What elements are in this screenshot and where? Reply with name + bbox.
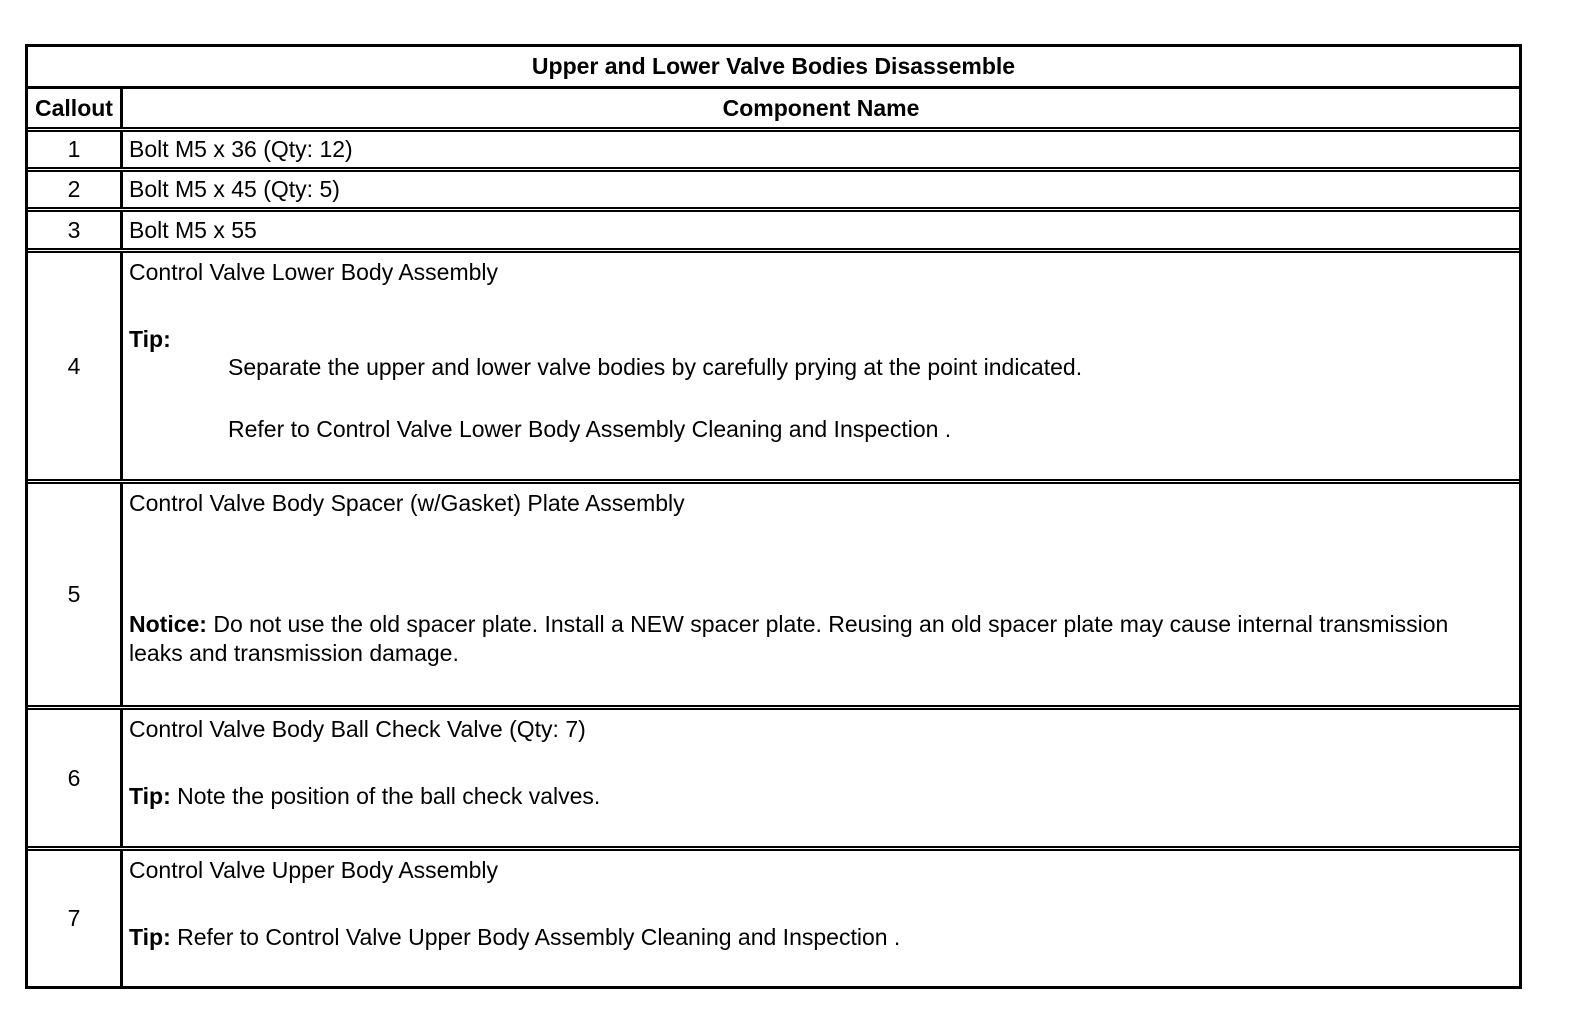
notice-text: Do not use the old spacer plate. Install a NEW spacer plate. Reusing an old spacer plate may cause internal transmission leaks and transmission damage. [129, 611, 1449, 666]
tip-text: Note the position of the ball check valves. [177, 783, 601, 809]
table-title: Upper and Lower Valve Bodies Disassemble [531, 53, 1016, 79]
callout-number: 3 [28, 212, 123, 248]
callout-number: 6 [28, 710, 123, 846]
callout-number: 1 [28, 132, 123, 167]
component-name: Bolt M5 x 55 [129, 216, 257, 243]
component-name: Control Valve Body Ball Check Valve (Qty: 7) [129, 716, 586, 742]
tip-label: Tip: [129, 326, 171, 352]
callout-column-header: Callout [28, 89, 123, 127]
tip-block [129, 923, 900, 951]
tip-reference: Refer to Control Valve Lower Body Assembly Cleaning and Inspection . [228, 416, 952, 442]
table-row [28, 167, 1519, 207]
component-name: Control Valve Upper Body Assembly [129, 857, 499, 883]
component-details [123, 710, 1519, 846]
callout-number: 4 [28, 253, 123, 479]
component-name: Bolt M5 x 36 (Qty: 12) [129, 136, 353, 162]
table-row [28, 248, 1519, 479]
callout-number: 5 [28, 484, 123, 705]
table-row [28, 846, 1519, 986]
tip-label: Tip: [129, 924, 171, 950]
callout-number: 2 [28, 172, 123, 207]
component-details [123, 851, 1519, 986]
tip-block [129, 782, 600, 810]
component-details [123, 484, 1519, 705]
table-row [28, 479, 1519, 705]
table-row [28, 127, 1519, 167]
notice-block [129, 610, 1499, 668]
notice-label: Notice: [129, 611, 207, 637]
table-header-row [28, 86, 1519, 127]
component-column-header: Component Name [722, 94, 920, 121]
component-name: Control Valve Body Spacer (w/Gasket) Plate Assembly [129, 490, 685, 516]
table-row [28, 705, 1519, 846]
component-name: Control Valve Lower Body Assembly [129, 259, 499, 285]
callout-number: 7 [28, 851, 123, 986]
tip-label: Tip: [129, 783, 171, 809]
table-row [28, 207, 1519, 248]
component-table [25, 44, 1522, 989]
component-name: Bolt M5 x 45 (Qty: 5) [129, 176, 340, 202]
tip-text: Refer to Control Valve Upper Body Assembly Cleaning and Inspection . [177, 924, 901, 950]
component-details [123, 253, 1519, 479]
tip-text: Separate the upper and lower valve bodies by carefully prying at the point indicated. [228, 354, 1083, 380]
